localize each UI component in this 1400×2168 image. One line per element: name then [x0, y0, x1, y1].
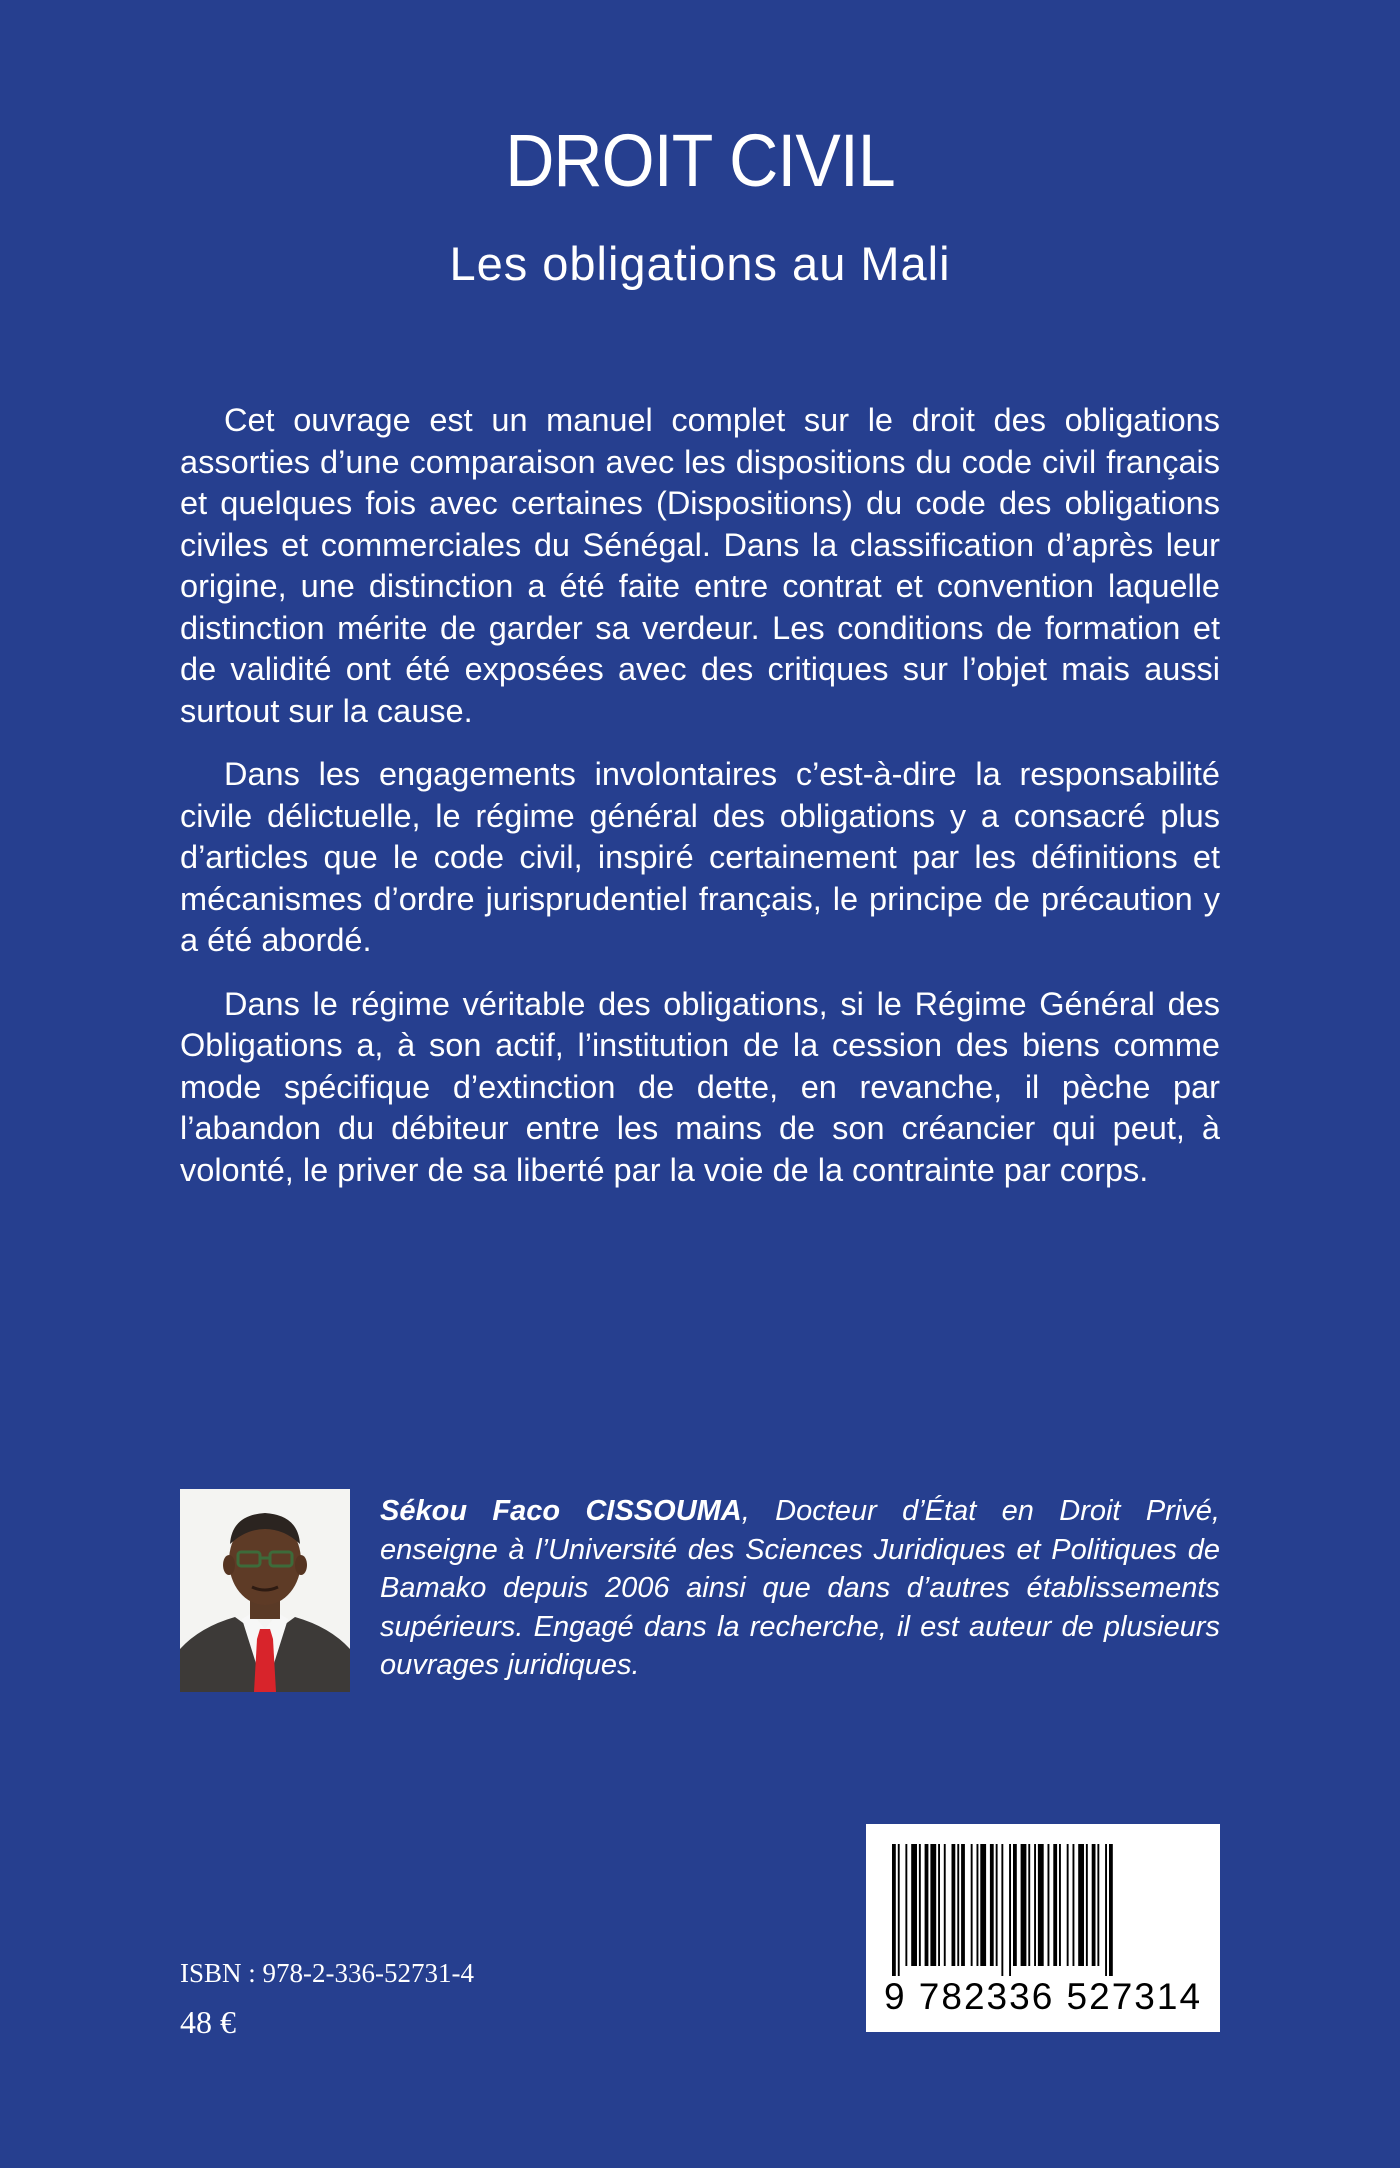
blurb-paragraph-1: Cet ouvrage est un manuel complet sur le droit des obligations assorties d’une comparaison avec les dispositions du code civil français et quelques fois avec certaines (Dispositions) du code des obligations civiles et commerciales du Sénégal. Dans la classification d’après leur origine, une distinction a été faite entre contrat et convention laquelle distinction mérite de garder sa verdeur. Les conditions de formation et de validité ont été exposées avec des critiques sur l’objet mais aussi surtout sur la cause. [180, 402, 1220, 729]
barcode-bar [1073, 1844, 1075, 1966]
barcode-bar [1086, 1844, 1088, 1966]
barcode-bar [957, 1844, 959, 1966]
barcode-bar [938, 1844, 940, 1966]
author-bio [380, 1492, 1220, 1685]
barcode-bar [980, 1844, 986, 1966]
book-title: DROIT CIVIL [505, 119, 895, 202]
barcode-bar [892, 1844, 896, 1976]
author-portrait-image [180, 1489, 350, 1692]
barcode-bar [1013, 1844, 1017, 1966]
barcode-bar [961, 1844, 965, 1966]
barcode-bar [1038, 1844, 1044, 1966]
barcode-bar [1097, 1844, 1099, 1966]
author-photo [180, 1489, 350, 1692]
barcode-bar [977, 1844, 979, 1966]
author-bio-text: , Docteur d’État en Droit Privé, enseigne à l’Université des Sciences Juridiques et Politiques de Bamako depuis 2006 ainsi que dans d’autres établissements supérieurs. Engagé dans la recherche, il est auteur de plusieurs ouvrages juridiques. [380, 1495, 1220, 1682]
barcode-bar [930, 1844, 936, 1966]
barcode-bar [905, 1844, 907, 1966]
author-name: Sékou Faco CISSOUMA [380, 1495, 742, 1527]
barcode [866, 1824, 1220, 2032]
isbn: ISBN : 978-2-336-52731-4 [180, 1958, 474, 1988]
barcode-bar [971, 1844, 973, 1966]
barcode-bar [1105, 1844, 1107, 1976]
blurb-paragraph-3: Dans le régime véritable des obligations, si le Régime Général des Obligations a, à son actif, l’institution de la cession des biens comme mode spécifique d’extinction de dette, en revanche, il pèche par l’abandon du débiteur entre les mains de son créancier qui peut, à volonté, le priver de sa liberté par la voie de la contrainte par corps. [180, 985, 1220, 1188]
barcode-bar [944, 1844, 946, 1966]
barcode-bar [1034, 1844, 1036, 1966]
barcode-bar [911, 1844, 917, 1966]
barcode-bar [1001, 1844, 1003, 1976]
barcode-bar [952, 1844, 956, 1966]
barcode-bar [898, 1844, 900, 1976]
barcode-number: 9 782336 527314 [883, 1976, 1203, 2017]
price: 48 € [180, 2004, 236, 2040]
barcode-bar [1109, 1844, 1113, 1976]
barcode-bar [1053, 1844, 1057, 1966]
barcode-bar [996, 1844, 998, 1966]
barcode-bar [1078, 1844, 1084, 1966]
barcode-bar [925, 1844, 929, 1966]
barcode-bar [1028, 1844, 1030, 1966]
barcode-bar [990, 1844, 994, 1966]
barcode-bar [1092, 1844, 1096, 1966]
barcode-bar [1067, 1844, 1069, 1966]
barcode-bar [1059, 1844, 1061, 1966]
book-subtitle: Les obligations au Mali [449, 237, 951, 290]
barcode-bar [1048, 1844, 1050, 1966]
blurb [180, 400, 1220, 1213]
barcode-bar [1021, 1844, 1027, 1966]
barcode-bar [1009, 1844, 1011, 1976]
barcode-bar [919, 1844, 921, 1966]
blurb-paragraph-2: Dans les engagements involontaires c’est-à-dire la responsabilité civile délictuelle, le régime général des obligations y a consacré plus d’articles que le code civil, inspiré certainement par les définitions et mécanismes d’ordre jurisprudentiel français, le principe de précaution y a été abordé. [180, 756, 1220, 958]
